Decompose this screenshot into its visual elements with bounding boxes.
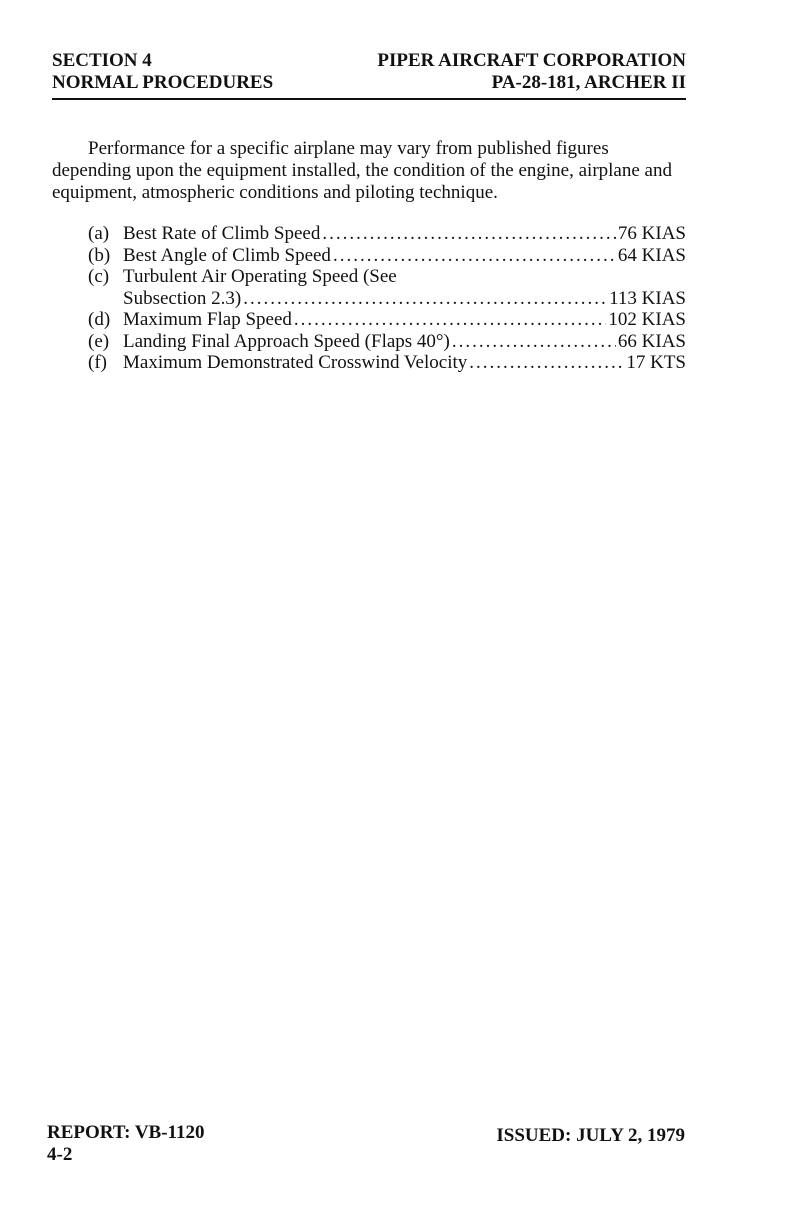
issued-date: ISSUED: JULY 2, 1979 xyxy=(496,1125,685,1146)
item-value: 102 KIAS xyxy=(608,309,686,330)
speed-item-continuation xyxy=(88,288,686,310)
leader-dots xyxy=(294,309,607,331)
leader-dots xyxy=(322,223,616,245)
intro-text: Performance for a specific airplane may vary from published figures depending upon the equipment installed, the condition of the engine, airplane and equipment, atmospheric conditions and piloting technique. xyxy=(52,138,672,203)
report-number: REPORT: VB-1120 xyxy=(47,1122,205,1143)
intro-paragraph xyxy=(52,138,686,204)
speed-item xyxy=(88,352,686,374)
speed-list xyxy=(88,223,686,374)
item-label: Maximum Flap Speed xyxy=(123,309,292,330)
item-letter: (f) xyxy=(88,352,107,373)
aircraft-model: PA-28-181, ARCHER II xyxy=(491,72,686,93)
item-letter: (e) xyxy=(88,330,110,352)
speed-item xyxy=(88,331,686,353)
speed-item xyxy=(88,223,686,245)
item-value: 17 KTS xyxy=(626,352,686,373)
item-label-continuation: Subsection 2.3) xyxy=(123,287,242,309)
header-left xyxy=(52,50,273,94)
section-number: SECTION 4 xyxy=(52,50,152,71)
item-value: 76 KIAS xyxy=(617,223,686,244)
leader-dots xyxy=(333,245,616,267)
speed-item xyxy=(88,309,686,331)
item-value: 64 KIAS xyxy=(617,244,686,266)
item-label: Maximum Demonstrated Crosswind Velocity xyxy=(123,352,468,373)
item-letter: (b) xyxy=(88,244,111,266)
header-right xyxy=(377,50,686,94)
item-letter: (a) xyxy=(88,223,110,244)
leader-dots xyxy=(469,352,624,374)
speed-item xyxy=(88,245,686,267)
item-letter: (c) xyxy=(88,266,110,287)
leader-dots xyxy=(243,288,607,310)
company-name: PIPER AIRCRAFT CORPORATION xyxy=(377,50,686,71)
speed-item xyxy=(88,266,686,288)
item-letter: (d) xyxy=(88,309,111,330)
item-label: Best Angle of Climb Speed xyxy=(123,244,331,266)
item-value: 113 KIAS xyxy=(609,287,686,309)
page-number: 4-2 xyxy=(47,1144,73,1165)
page-footer-left xyxy=(47,1122,205,1166)
item-label: Turbulent Air Operating Speed (See xyxy=(123,266,397,287)
item-label: Landing Final Approach Speed (Flaps 40°) xyxy=(123,330,450,352)
leader-dots xyxy=(452,331,616,353)
section-title: NORMAL PROCEDURES xyxy=(52,72,274,93)
item-value: 66 KIAS xyxy=(617,330,686,352)
item-label: Best Rate of Climb Speed xyxy=(123,223,321,244)
page-header xyxy=(52,50,686,100)
